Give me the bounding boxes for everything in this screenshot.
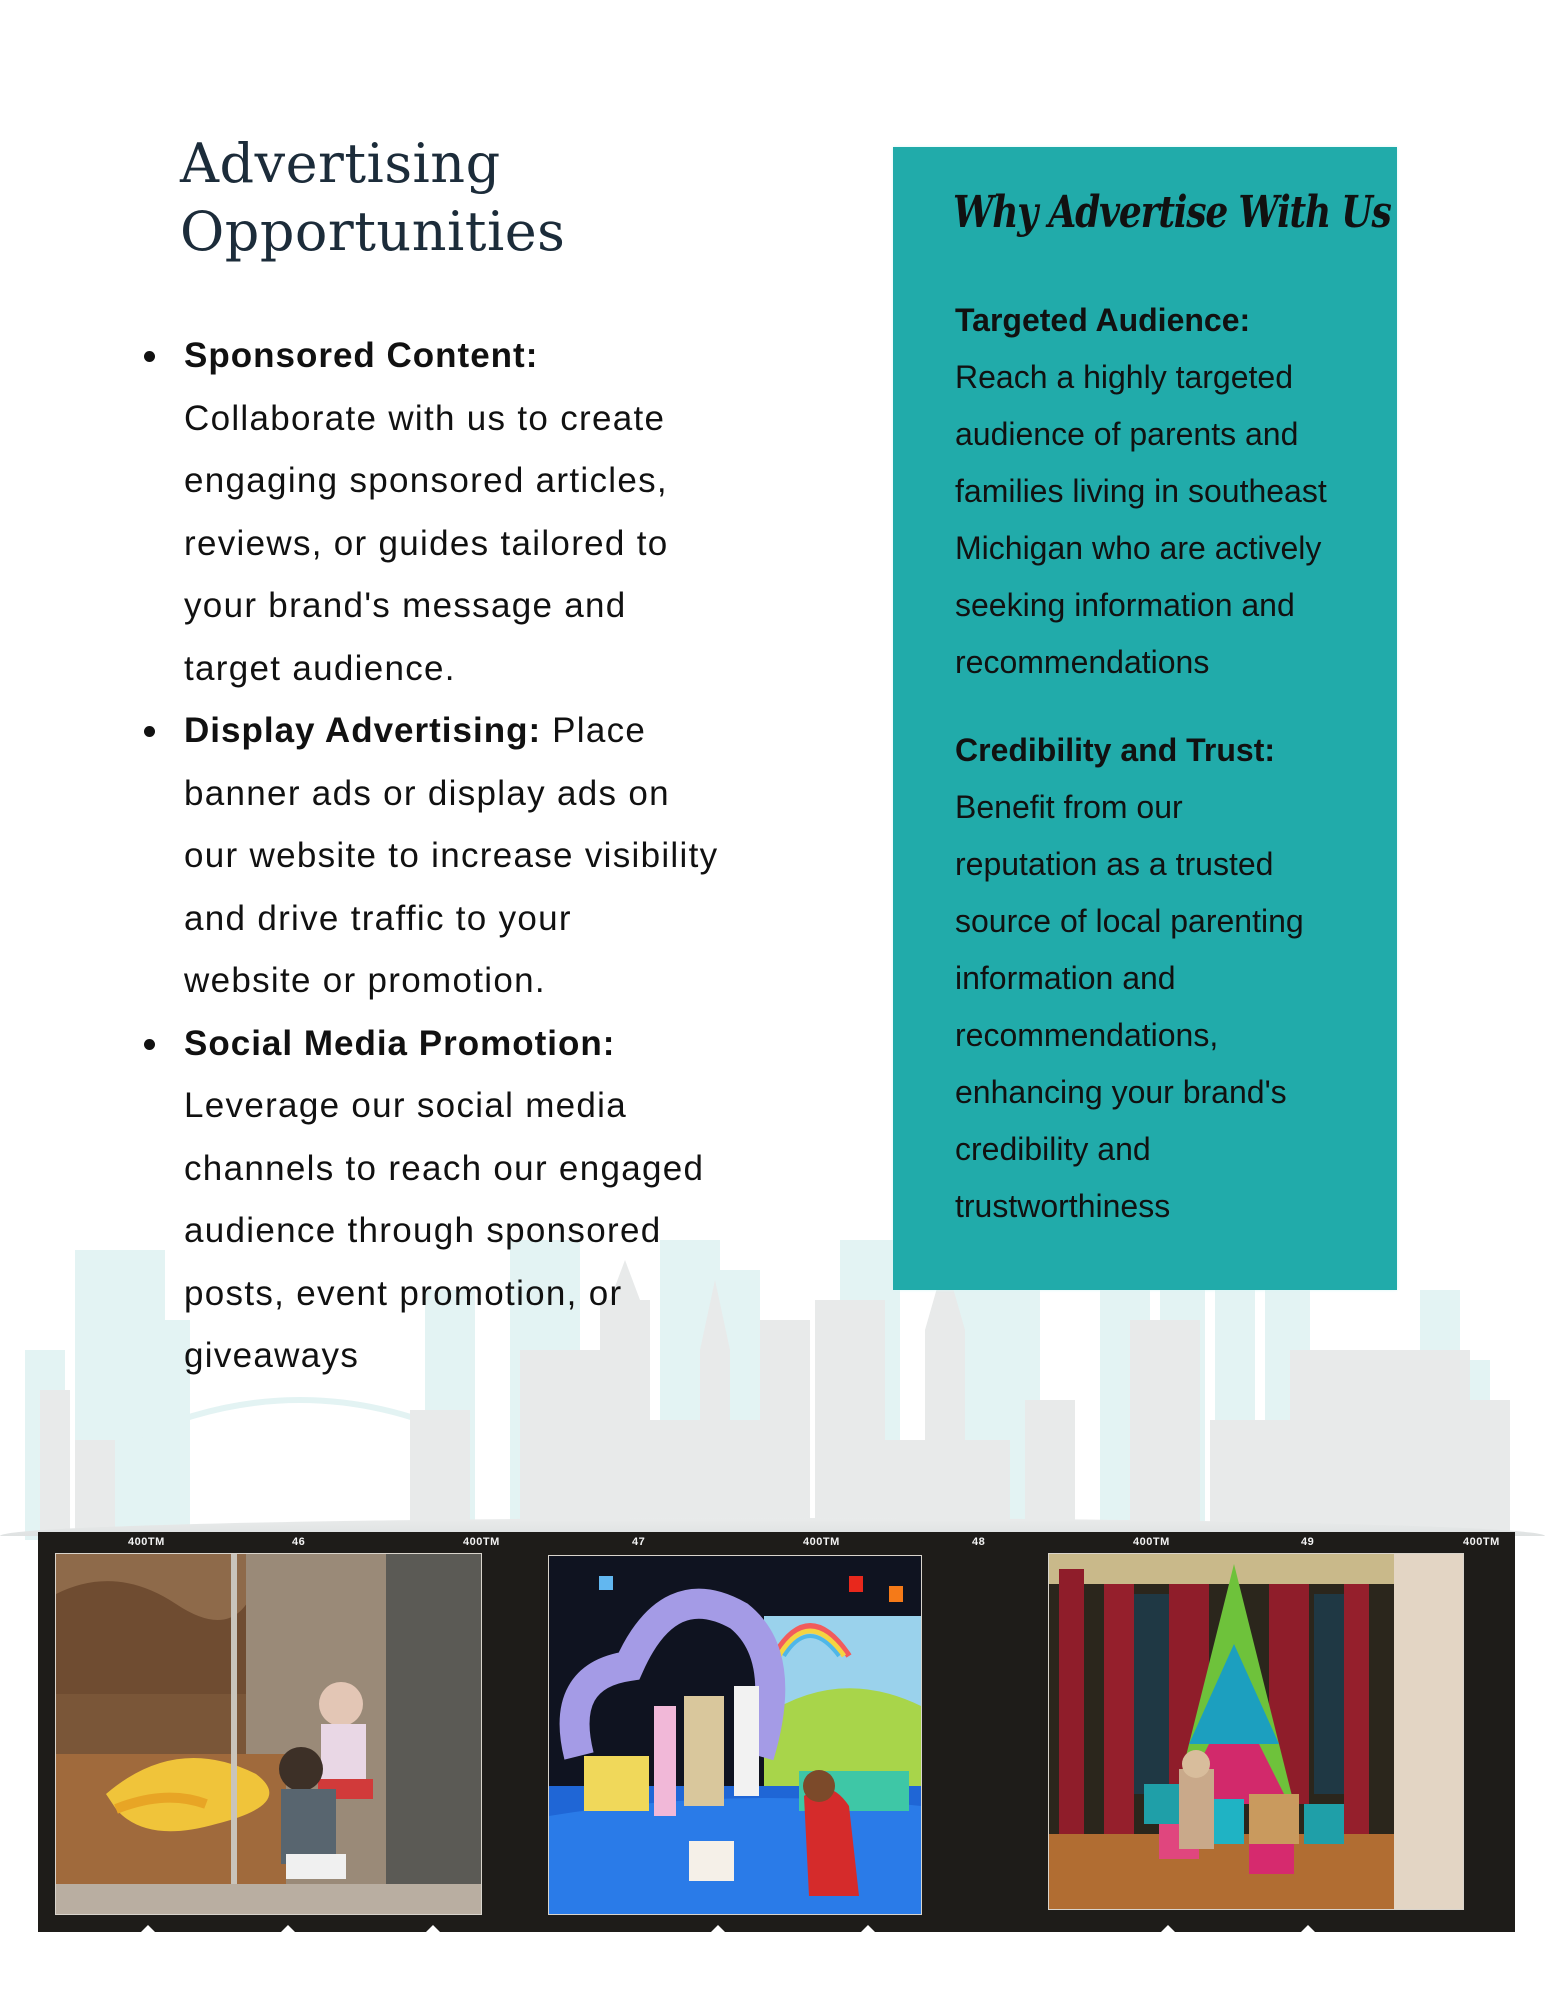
opportunity-text-line: your brand's message and	[184, 586, 627, 625]
section-line: Benefit from our	[955, 789, 1183, 825]
opportunity-text-line: target audience.	[184, 648, 456, 688]
opportunity-text-line: banner ads or display ads on	[184, 773, 670, 813]
opportunity-text-line: channels to reach our engaged	[184, 1148, 705, 1188]
sprocket-mark	[278, 1925, 298, 1935]
bullet-icon	[144, 351, 155, 362]
page-title	[180, 130, 565, 266]
sprocket-mark	[858, 1925, 878, 1935]
opportunity-sponsored-content	[184, 325, 784, 700]
film-label: 400TM	[128, 1536, 165, 1548]
film-label: 48	[972, 1536, 986, 1548]
opportunity-text-line: and drive traffic to your	[184, 898, 572, 938]
why-advertise-heading: Why Advertise With Us	[953, 187, 1391, 238]
opportunity-text-line: our website to increase visibility	[184, 836, 719, 875]
section-heading: Targeted Audience:	[955, 302, 1251, 338]
sprocket-mark	[138, 1925, 158, 1935]
section-line: seeking information and	[955, 587, 1295, 623]
python-exhibit-image	[56, 1554, 481, 1914]
film-label: 46	[292, 1536, 306, 1548]
section-line: source of local parenting	[955, 903, 1304, 939]
christmas-tree-image	[1049, 1554, 1463, 1909]
film-label: 400TM	[1463, 1536, 1500, 1548]
section-line: families living in southeast	[955, 473, 1327, 509]
section-line: audience of parents and	[955, 416, 1299, 452]
film-label: 47	[632, 1536, 646, 1548]
section-line: recommendations	[955, 644, 1210, 680]
sprocket-mark	[423, 1925, 443, 1935]
lego-play-area-image	[549, 1556, 921, 1914]
opportunities-list	[184, 325, 784, 1388]
opportunity-text-line: giveaways	[184, 1336, 360, 1375]
opportunity-label: Display Advertising:	[184, 711, 542, 750]
photo-christmas-tree	[1048, 1553, 1464, 1910]
opportunity-text-line: audience through sponsored	[184, 1211, 662, 1250]
film-label: 400TM	[803, 1536, 840, 1548]
opportunity-social-media-promotion	[184, 1013, 784, 1388]
section-line: reputation as a trusted	[955, 846, 1274, 882]
credibility-trust-section	[955, 722, 1385, 1235]
section-line: enhancing your brand's	[955, 1074, 1287, 1110]
bullet-icon	[144, 726, 155, 737]
film-label: 49	[1301, 1536, 1315, 1548]
opportunity-text-line: Leverage our social media	[184, 1086, 628, 1125]
section-line: credibility and	[955, 1131, 1151, 1167]
section-line: trustworthiness	[955, 1188, 1171, 1224]
sprocket-mark	[1158, 1925, 1178, 1935]
page-title-line-1: Advertising	[180, 132, 501, 195]
opportunity-text-line: Collaborate with us to create	[184, 398, 666, 438]
photo-lego-play-area	[548, 1555, 922, 1915]
opportunity-text-line: reviews, or guides tailored to	[184, 523, 669, 563]
bullet-icon	[144, 1039, 155, 1050]
opportunity-text-line: engaging sponsored articles,	[184, 461, 668, 500]
section-line: information and	[955, 960, 1176, 996]
opportunity-display-advertising	[184, 700, 784, 1013]
section-line: recommendations,	[955, 1017, 1219, 1053]
film-strip	[38, 1532, 1515, 1932]
section-line: Michigan who are actively	[955, 530, 1322, 566]
film-label: 400TM	[463, 1536, 500, 1548]
photo-python-exhibit	[55, 1553, 482, 1915]
opportunity-label: Sponsored Content:	[184, 336, 539, 375]
page-title-line-2: Opportunities	[180, 200, 566, 263]
section-heading: Credibility and Trust:	[955, 732, 1276, 768]
film-label: 400TM	[1133, 1536, 1170, 1548]
section-line: Reach a highly targeted	[955, 359, 1293, 395]
targeted-audience-section	[955, 292, 1385, 691]
opportunity-label: Social Media Promotion:	[184, 1023, 616, 1063]
sprocket-mark	[1298, 1925, 1318, 1935]
sprocket-mark	[708, 1925, 728, 1935]
opportunity-text-line: website or promotion.	[184, 961, 546, 1000]
why-advertise-panel	[893, 147, 1397, 1290]
opportunity-text-line: Place	[541, 711, 647, 750]
opportunity-text-line: posts, event promotion, or	[184, 1273, 623, 1313]
